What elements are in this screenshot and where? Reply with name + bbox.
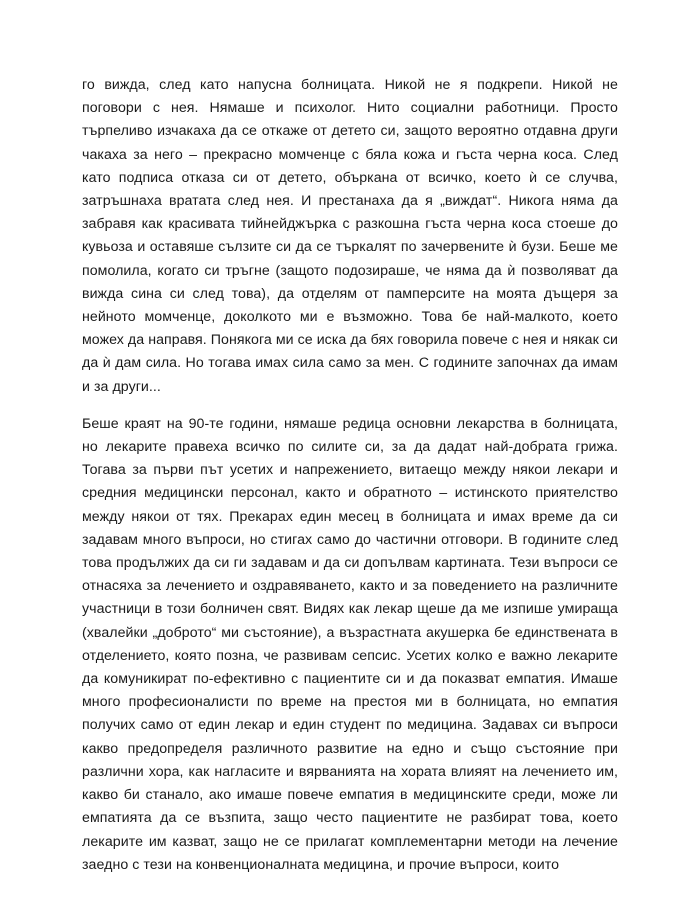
- paragraph-1: го вижда, след като напусна болницата. Никой не я подкрепи. Никой не поговори с нея. Нямаше и психолог. Нито социални работници. Просто търпеливо изчакаха да се откаже от детето си, защото вероятно отдавна други чакаха за него – прекрасно момченце с бяла кожа и гъста черна коса. След като подписа отказа си от детето, объркана от всичко, което ѝ се случва, затръшнаха вратата след нея. И престанаха да я „виждат“. Никога няма да забравя как красивата тийнейджърка с разкошна гъста черна коса стоеше до кувьоза и оставяше сълзите си да се търкалят по зачервените ѝ бузи. Беше ме помолила, когато си тръгне (защото подозираше, че няма да ѝ позволяват да вижда сина си след това), да отделям от памперсите на моята дъщеря за нейното момченце, доколкото ми е възможно. Това бе най-малкото, което можех да направя. Понякога ми се иска да бях говорила повече с нея и някак си да ѝ дам сила. Но тогава имах сила само за мен. С годините започнах да имам и за други...: [82, 77, 618, 395]
- paragraph-2: Беше краят на 90-те години, нямаше редица основни лекарства в болницата, но лекарите правеха всичко по силите си, за да дадат най-добрата грижа. Тогава за първи път усетих и напрежението, витаещо между някои лекари и средния медицински персонал, както и обратното – истинското приятелство между някои от тях. Прекарах един месец в болницата и имах време да си задавам много въпроси, но стигах само до частични отговори. В годините след това продължих да си ги задавам и да си допълвам картината. Тези въпроси се отнасяха за лечението и оздравяването, както и за поведението на различните участници в този болничен свят. Видях как лекар щеше да ме изпише умираща (хвалейки „доброто“ ми състояние), а възрастната акушерка бе единствената в отделението, която позна, че развивам сепсис. Усетих колко е важно лекарите да комуникират по-ефективно с пациентите си и да показват емпатия. Имаше много професионалисти по време на престоя ми в болницата, но емпатия получих само от един лекар и един студент по медицина. Задавах си въпроси какво предопределя различното развитие на едно и също състояние при различни хора, как нагласите и вярванията на хората влияят на лечението им, какво би станало, ако имаше повече емпатия в медицинските среди, може ли емпатията да се възпита, защо често пациентите не разбират това, което лекарите им казват, защо не се прилагат комплементарни методи на лечение заедно с тези на конвенционалната медицина, и прочие въпроси, които: [82, 415, 618, 873]
- document-page: [82, 74, 618, 877]
